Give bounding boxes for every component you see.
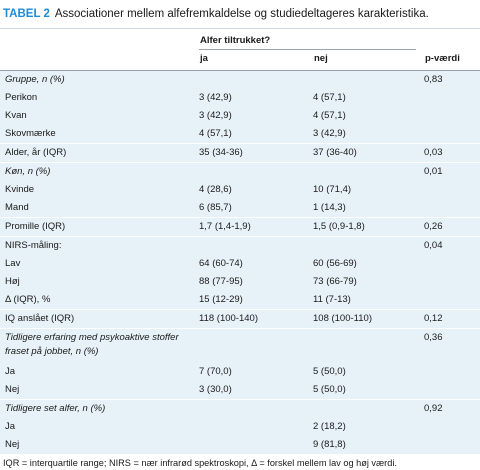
cell-ja: 7 (70,0): [199, 366, 232, 377]
table-number: TABEL 2: [3, 8, 50, 20]
cell-ja: 3 (42,9): [199, 110, 232, 121]
row-label: Nej: [5, 384, 20, 395]
row-label: Høj: [5, 276, 20, 287]
table-row: [0, 291, 480, 309]
row-label: Alder, år (IQR): [5, 147, 67, 158]
cell-nej: 5 (50,0): [313, 366, 346, 377]
cell-nej: 10 (71,4): [313, 184, 352, 195]
cell-nej: 37 (36-40): [313, 147, 357, 158]
cell-nej: 4 (57,1): [313, 110, 346, 121]
row-label: Kvan: [5, 110, 27, 121]
cell-ja: 64 (60-74): [199, 258, 243, 269]
cell-nej: 1 (14,3): [313, 202, 346, 213]
cell-ja: 3 (42,9): [199, 92, 232, 103]
row-label: NIRS-måling:: [5, 240, 62, 251]
row-label: Mand: [5, 202, 29, 213]
cell-p-value: 0,12: [424, 313, 443, 324]
row-label: Lav: [5, 258, 21, 269]
header-group-label: Alfer tiltrukket?: [200, 35, 271, 46]
row-label: Ja: [5, 366, 16, 377]
cell-p-value: 0,83: [424, 74, 443, 85]
row-label: Køn, n (%): [5, 166, 51, 177]
table-row: [0, 199, 480, 217]
cell-ja: 4 (28,6): [199, 184, 232, 195]
table-row: [0, 309, 480, 328]
table-row: [0, 381, 480, 399]
table-row: [0, 436, 480, 454]
table-row: [0, 236, 480, 255]
table-row: [0, 89, 480, 107]
cell-p-value: 0,26: [424, 221, 443, 232]
cell-nej: 2 (18,2): [313, 421, 346, 432]
cell-ja: 118 (100-140): [199, 313, 258, 324]
row-label: Tidligere erfaring med psykoaktive stoffer fraset på jobbet, n (%): [5, 332, 179, 357]
cell-nej: 4 (57,1): [313, 92, 346, 103]
cell-ja: 88 (77-95): [199, 276, 243, 287]
table-row: [0, 125, 480, 143]
table-row: [0, 273, 480, 291]
table-row: [0, 255, 480, 273]
cell-nej: 5 (50,0): [313, 384, 346, 395]
cell-p-value: 0,36: [424, 332, 443, 343]
header-column-row: [0, 50, 480, 71]
cell-ja: 1,7 (1,4-1,9): [199, 221, 251, 232]
cell-nej: 73 (66-79): [313, 276, 357, 287]
table-row: [0, 181, 480, 199]
cell-nej: 60 (56-69): [313, 258, 357, 269]
cell-nej: 3 (42,9): [313, 128, 346, 139]
table-footnote: IQR = interquartile range; NIRS = nær infrarød spektroskopi, Δ = forskel mellem lav og høj værdi.: [3, 458, 397, 468]
row-label: Δ (IQR), %: [5, 294, 51, 305]
row-label: Tidligere set alfer, n (%): [5, 403, 106, 414]
cell-p-value: 0,03: [424, 147, 443, 158]
table-row: [0, 217, 480, 236]
table-body: [0, 71, 480, 454]
cell-nej: 9 (81,8): [313, 439, 346, 450]
cell-ja: 4 (57,1): [199, 128, 232, 139]
header-group-row: [0, 28, 480, 50]
row-label: IQ anslået (IQR): [5, 313, 75, 324]
cell-nej: 1,5 (0,9-1,8): [313, 221, 365, 232]
row-label: Gruppe, n (%): [5, 74, 65, 85]
row-label: Perikon: [5, 92, 38, 103]
row-label: Ja: [5, 421, 16, 432]
table-row: [0, 328, 480, 363]
table-row: [0, 107, 480, 125]
header-col-ja: ja: [200, 53, 208, 64]
cell-ja: 35 (34-36): [199, 147, 243, 158]
table-row: [0, 363, 480, 381]
cell-ja: 3 (30,0): [199, 384, 232, 395]
table-caption: Associationer mellem alfefremkaldelse og studiedeltageres karakteristika.: [54, 8, 429, 20]
cell-p-value: 0,04: [424, 240, 443, 251]
header-col-nej: nej: [314, 53, 328, 64]
cell-p-value: 0,92: [424, 403, 443, 414]
header-col-p: p-værdi: [425, 53, 460, 64]
cell-nej: 108 (100-110): [313, 313, 372, 324]
table-row: [0, 162, 480, 181]
cell-p-value: 0,01: [424, 166, 443, 177]
table-row: [0, 143, 480, 162]
row-label: Kvinde: [5, 184, 35, 195]
cell-ja: 6 (85,7): [199, 202, 232, 213]
cell-nej: 11 (7-13): [313, 294, 351, 305]
row-label: Skovmærke: [5, 128, 56, 139]
cell-ja: 15 (12-29): [199, 294, 243, 305]
table-title: [0, 0, 480, 28]
row-label: Nej: [5, 439, 20, 450]
table-row: [0, 418, 480, 436]
table-row: [0, 399, 480, 418]
table-row: [0, 71, 480, 89]
row-label: Promille (IQR): [5, 221, 66, 232]
